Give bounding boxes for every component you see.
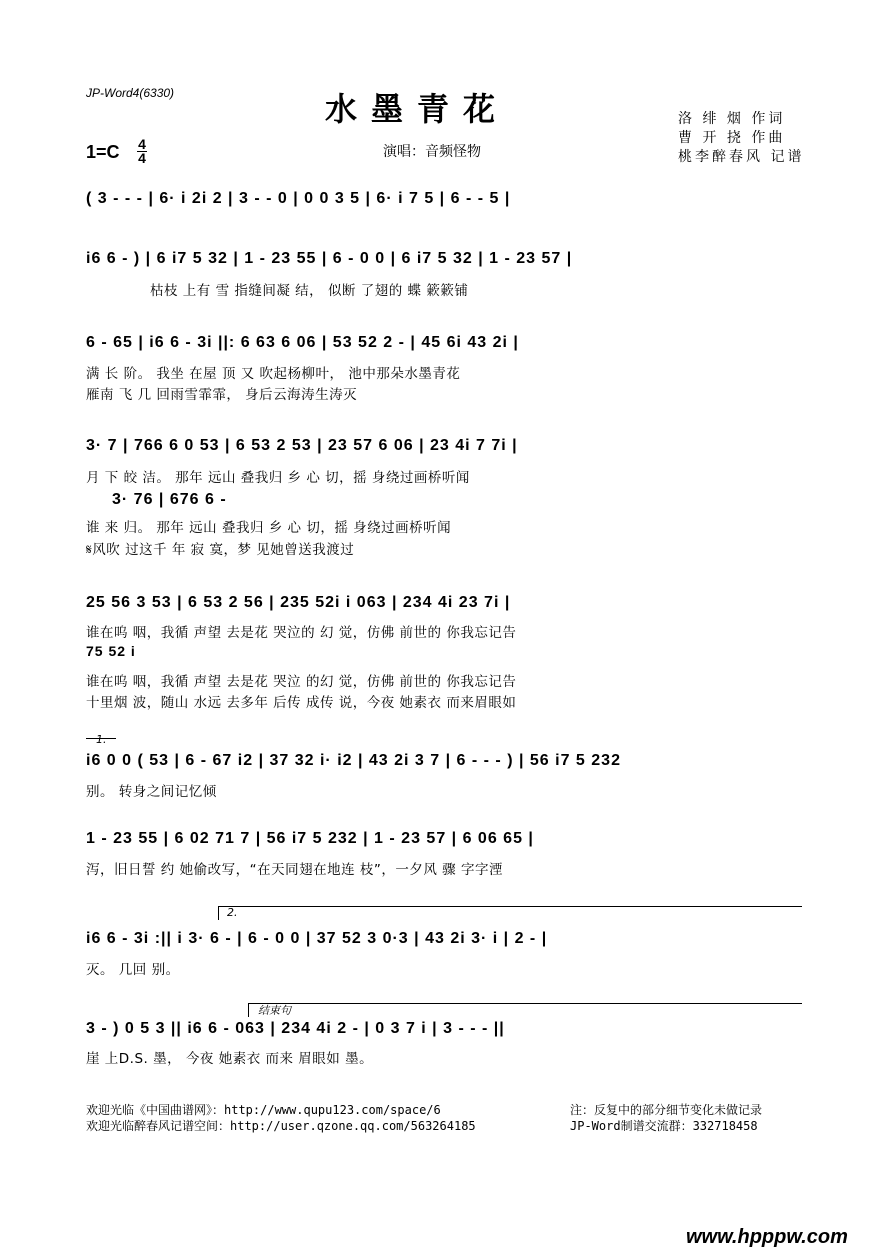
lyricist-credit: 洛 绯 烟 作词 xyxy=(678,111,786,127)
footer-note: 注：反复中的部分细节变化未做记录 xyxy=(570,1103,763,1117)
page-title: 水墨青花 xyxy=(325,90,510,128)
coda-label: 结束句 xyxy=(258,1004,291,1017)
variant-staff-5: 75 52 i xyxy=(86,643,136,659)
footer-link-qupu[interactable]: 欢迎光临《中国曲谱网》：http://www.qupu123.com/space/6 xyxy=(86,1103,441,1117)
footer-left xyxy=(86,1102,476,1134)
lyric-line-4b: 谁 来 归。 那年 远山 叠我归 乡 心 切，摇 身绕过画桥听闻 xyxy=(86,520,452,536)
credits-block xyxy=(678,110,804,167)
lyric-line-5a: 谁在呜 咽，我循 声望 去是花 哭泣的 幻 觉，仿佛 前世的 你我忘记告 xyxy=(86,625,517,641)
coda-bracket xyxy=(248,1003,802,1004)
singer-credit: 演唱：音频怪物 xyxy=(383,144,481,160)
second-ending-hook xyxy=(218,906,219,920)
score-system-7: 1 - 23 55 | 6 02 71 7 | 56 i7 5 232 | 1 - 23 57 | 6 06 65 | xyxy=(86,830,534,847)
second-ending-bracket xyxy=(218,906,802,907)
score-system-1: ( 3 - - - | 6· i 2i 2 | 3 - - 0 | 0 0 3 5 | 6· i 7 5 | 6 - - 5 | xyxy=(86,190,511,207)
lyric-line-8a: 灭。 几回 别。 xyxy=(86,962,180,978)
footer-group: JP-Word制谱交流群：332718458 xyxy=(570,1119,758,1133)
lyric-line-5b: 谁在呜 咽，我循 声望 去是花 哭泣 的幻 觉，仿佛 前世的 你我忘记告 xyxy=(86,674,517,690)
score-system-6: i6 0 0 ( 53 | 6 - 67 i2 | 37 32 i· i2 | 43 2i 3 7 | 6 - - - ) | 56 i7 5 232 xyxy=(86,752,621,769)
score-system-9: 3 - ) 0 5 3 || i6 6 - 063 | 234 4i 2 - | 0 3 7 i | 3 - - - || xyxy=(86,1020,505,1037)
coda-hook xyxy=(248,1003,249,1017)
composer-credit: 曹 开 挠 作曲 xyxy=(678,130,786,146)
time-denominator: 4 xyxy=(138,150,146,166)
lyric-line-5c: 十里烟 波，随山 水远 去多年 后传 成传 说，今夜 她素衣 而来眉眼如 xyxy=(86,695,517,711)
footer-link-qzone[interactable]: 欢迎光临醉春风记谱空间：http://user.qzone.qq.com/563264185 xyxy=(86,1119,476,1133)
variant-staff-4: 3· 76 | 676 6 - xyxy=(112,491,227,508)
lyric-line-3b: 雁南 飞 几 回雨雪霏霏， 身后云海涛生涛灭 xyxy=(86,387,358,403)
lyric-line-9a: 崖 上D.S. 墨， 今夜 她素衣 而来 眉眼如 墨。 xyxy=(86,1051,374,1067)
lyric-line-3a: 满 长 阶。 我坐 在屋 顶 又 吹起杨柳叶， 池中那朵水墨青花 xyxy=(86,366,461,382)
score-system-2: i6 6 - ) | 6 i7 5 32 | 1 - 23 55 | 6 - 0 0 | 6 i7 5 32 | 1 - 23 57 | xyxy=(86,250,573,267)
second-ending-label: 2. xyxy=(227,906,238,919)
score-system-3: 6 - 65 | i6 6 - 3i ||: 6 63 6 06 | 53 52 2 - | 45 6i 43 2i | xyxy=(86,334,519,351)
transcriber-credit: 桃李醉春风 记谱 xyxy=(678,149,805,165)
lyric-line-4a: 月 下 皎 洁。 那年 远山 叠我归 乡 心 切，摇 身绕过画桥听闻 xyxy=(86,470,470,486)
watermark: www.hpppw.com xyxy=(686,1226,848,1248)
key-signature: 1=C xyxy=(86,142,120,162)
score-system-4: 3· 7 | 766 6 0 53 | 6 53 2 53 | 23 57 6 06 | 23 4i 7 7i | xyxy=(86,437,518,454)
lyric-line-2a: 枯枝 上有 雪 指缝间凝 结， 似断 了翅的 蝶 簌簌铺 xyxy=(150,283,469,299)
score-system-5: 25 56 3 53 | 6 53 2 56 | 235 52i i 063 | 234 4i 23 7i | xyxy=(86,594,511,611)
time-signature xyxy=(137,138,147,165)
score-system-8: i6 6 - 3i :|| i 3· 6 - | 6 - 0 0 | 37 52 3 0·3 | 43 2i 3· i | 2 - | xyxy=(86,930,548,947)
lyric-line-4c: 𝄋风吹 过这千 年 寂 寞，梦 见她曾送我渡过 xyxy=(86,542,355,558)
time-numerator: 4 xyxy=(138,136,146,152)
lyric-line-6a: 别。 转身之间记忆倾 xyxy=(86,784,217,800)
first-ending-label: 1. xyxy=(96,733,107,746)
lyric-line-7a: 泻，旧日誓 约 她偷改写，“在天同翅在地连 枝”，一夕风 骤 字字湮 xyxy=(86,862,503,878)
footer-right xyxy=(570,1102,762,1134)
software-label: JP-Word4(6330) xyxy=(86,86,175,100)
